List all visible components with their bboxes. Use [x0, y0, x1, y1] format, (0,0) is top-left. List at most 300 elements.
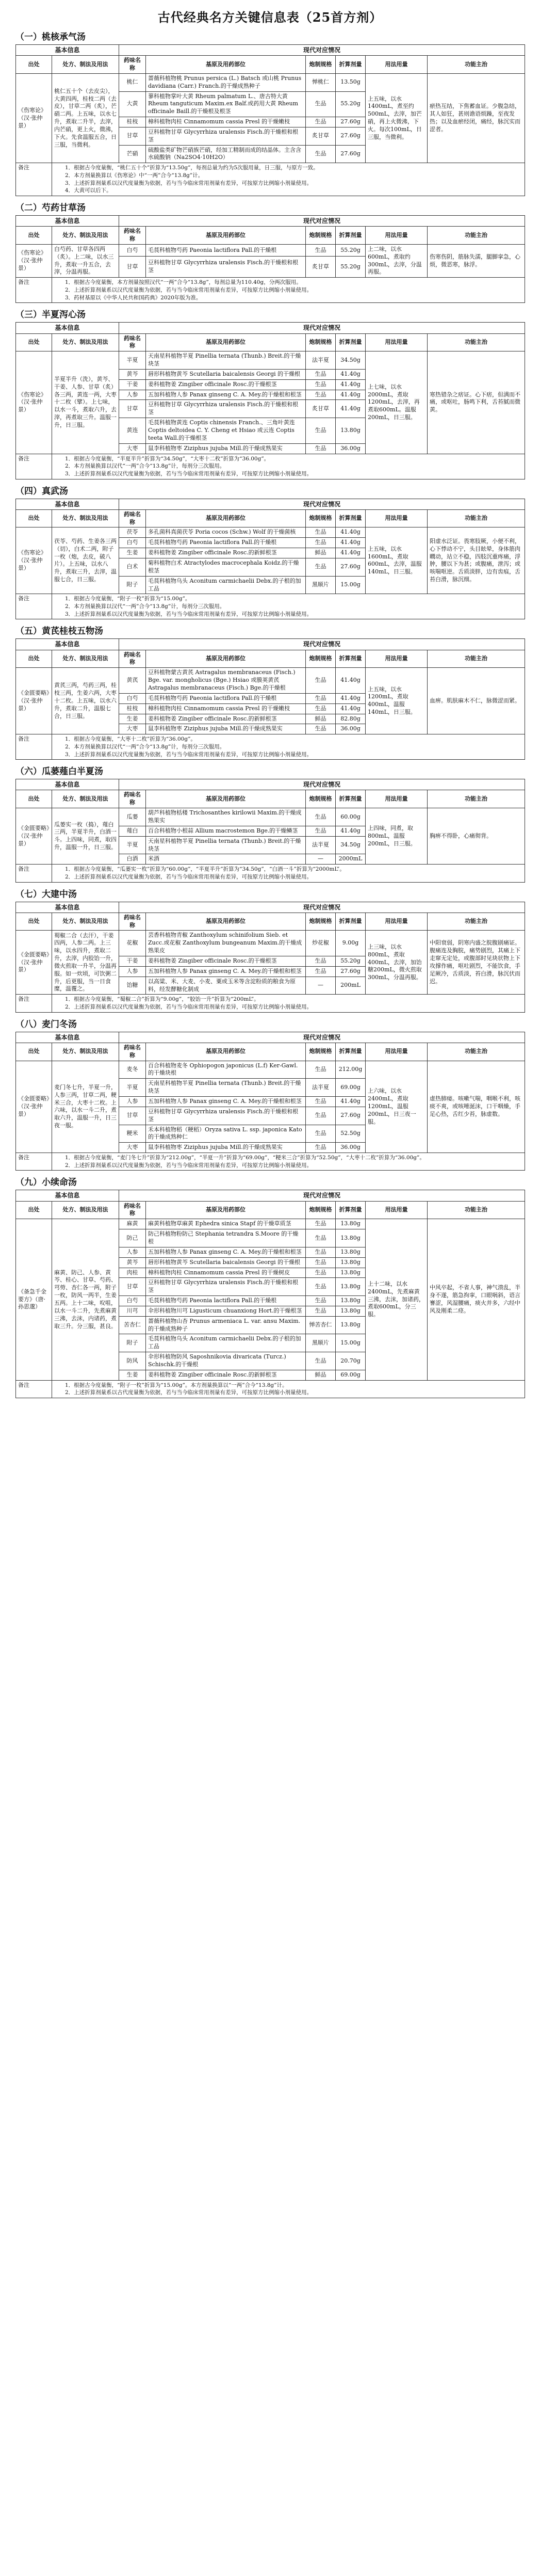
- header-processing: 炮制规格: [306, 913, 336, 931]
- herb-processing: 生品: [306, 1229, 336, 1247]
- remarks-cell: [52, 734, 525, 760]
- formula-table: [15, 44, 525, 196]
- remarks-label: 备注: [16, 865, 52, 882]
- formula-section: [15, 887, 525, 1013]
- header-modern: 现代对应情况: [119, 216, 525, 227]
- herb-origin: 毛茛科植物芍药 Paeonia lactiflora Pall.的干燥根: [146, 244, 306, 256]
- remarks-row: [16, 163, 525, 196]
- herb-processing: 生品: [306, 390, 336, 400]
- header-modern: 现代对应情况: [119, 902, 525, 913]
- herb-row: [16, 73, 525, 91]
- header-indication: 功能主治: [428, 509, 525, 527]
- herb-name: 大枣: [119, 724, 146, 734]
- header-prescription: 处方、制法及用法: [52, 333, 119, 351]
- remark-line: 3．药材基原以《中华人民共和国药典》2020年版为准。: [65, 294, 202, 301]
- herb-dose: 13.80g: [336, 418, 366, 444]
- herb-dose: 27.60g: [336, 966, 366, 977]
- indication-cell: 瘀热互结，下焦蓄血证。少腹急结，其人如狂，甚则谵语烦躁，至夜发热；以及血瘀经闭，痛经，脉沉实而涩者。: [428, 73, 525, 163]
- formula-table: [15, 322, 525, 479]
- header-herb-name: 药味名称: [119, 790, 146, 808]
- herb-dose: 60.00g: [336, 808, 366, 826]
- herb-row: [16, 351, 525, 370]
- herb-name: 川芎: [119, 1306, 146, 1316]
- herb-processing: 生品: [306, 808, 336, 826]
- header-processing: 炮制规格: [306, 227, 336, 245]
- herb-processing: 鲜品: [306, 1370, 336, 1380]
- herb-name: 黄芩: [119, 1257, 146, 1268]
- remark-line: 1．根据古今度量衡，“蜀椒二合”折算为“9.00g”，“胶饴一升”折算为“200mL”。: [65, 996, 259, 1003]
- herb-name: 花椒: [119, 931, 146, 956]
- herb-processing: 生品: [306, 538, 336, 548]
- herb-name: 桃仁: [119, 73, 146, 91]
- herb-processing: 炙甘草: [306, 400, 336, 418]
- herb-processing: 生品: [306, 1219, 336, 1229]
- section-title: （二）芍药甘草汤: [15, 203, 86, 214]
- herb-origin: 蔷薇科植物桃 Prunus persica (L.) Batsch 或山桃 Prunus davidiana (Carr.) Franch.的干燥成熟种子: [146, 73, 306, 91]
- header-processing: 炮制规格: [306, 333, 336, 351]
- header-prescription: 处方、制法及用法: [52, 56, 119, 74]
- remarks-label: 备注: [16, 594, 52, 619]
- herb-dose: 41.40g: [336, 538, 366, 548]
- herb-dose: 41.40g: [336, 1097, 366, 1107]
- formula-section: [15, 623, 525, 760]
- header-usage: 用法用量: [366, 333, 428, 351]
- formula-table: [15, 215, 525, 303]
- remark-line: 1．根据古今度量衡，本方剂量按照汉代“一两”合今“13.8g”，每剂总量为110.40g，分两次服用。: [65, 279, 302, 286]
- herb-origin: 豆科植物甘草 Glycyrrhiza uralensis Fisch.的干燥根和根茎: [146, 127, 306, 145]
- usage-cell: 上二味，以水600mL，煮取约300mL，去滓，分温再服。: [366, 244, 428, 277]
- herb-origin: 姜科植物姜 Zingiber officinale Rosc.的新鲜根茎: [146, 1370, 306, 1380]
- header-origin: 基原及用药部位: [146, 56, 306, 74]
- header-basic-info: 基本信息: [16, 902, 119, 913]
- remark-line: 2．本方剂量换算以汉代“一两”合今“13.8g”计，每剂分三次服用。: [65, 743, 225, 750]
- herb-dose: 36.00g: [336, 724, 366, 734]
- herb-processing: 惮桃仁: [306, 73, 336, 91]
- header-source: 出处: [16, 333, 52, 351]
- section-title: （一）桃核承气汤: [15, 32, 86, 42]
- herb-name: 白芍: [119, 538, 146, 548]
- herb-name: 粳米: [119, 1125, 146, 1143]
- herb-dose: 41.40g: [336, 826, 366, 836]
- header-origin: 基原及用药部位: [146, 790, 306, 808]
- prescription-cell: 麻黄、防己、人参、黄芩、桂心、甘草、芍药、芎䓖、杏仁各一两，附子一枚，防风一两半，生姜五两。上十二味，㕮咀，以水一斗二升，先煮麻黄三沸，去沫，内诸药，煮取三升。分三服，甚良。: [52, 1219, 119, 1380]
- herb-origin: 禾本科植物稻（粳稻）Oryza sativa L. ssp. japonica Kato 的干燥成熟种仁: [146, 1125, 306, 1143]
- herb-dose: 13.80g: [336, 1257, 366, 1268]
- formula-section: [15, 764, 525, 882]
- herb-origin: 葫芦科植物栝楼 Trichosanthes kirilowii Maxim.的干燥成熟果实: [146, 808, 306, 826]
- herb-processing: 法半夏: [306, 836, 336, 854]
- indication-cell: 血痹。肌肤麻木不仁，脉微涩而紧。: [428, 668, 525, 734]
- header-processing: 炮制规格: [306, 650, 336, 668]
- header-dose: 折算剂量: [336, 227, 366, 245]
- herb-dose: 55.20g: [336, 244, 366, 256]
- prescription-cell: 半夏半升（洗），黄芩、干姜、人参、甘草（炙）各三两，黄连一两，大枣十二枚（擘）。上七味，以水一斗，煮取六升，去滓，再煮取三升。温服一升，日三服。: [52, 351, 119, 454]
- herb-dose: 20.70g: [336, 1352, 366, 1370]
- herb-name: 人参: [119, 966, 146, 977]
- herb-name: 干姜: [119, 956, 146, 967]
- header-prescription: 处方、制法及用法: [52, 913, 119, 931]
- herb-dose: 13.80g: [336, 1296, 366, 1306]
- herb-name: 黄芪: [119, 668, 146, 694]
- remark-line: 3．上述折算剂量系以汉代度量衡为依据，若与当今临床常用剂量有差异，可按原方比例缩小剂量使用。: [65, 470, 313, 477]
- remark-line: 3．上述折算剂量系以汉代度量衡为依据，若与当今临床常用剂量有差异，可按原方比例缩小剂量使用。: [65, 611, 313, 617]
- herb-dose: 13.80g: [336, 1268, 366, 1278]
- herb-name: 瓜蒌: [119, 808, 146, 826]
- header-prescription: 处方、制法及用法: [52, 790, 119, 808]
- herb-origin: 伞形科植物防风 Saposhnikovia divaricata (Turcz.) Schischk.的干燥根: [146, 1352, 306, 1370]
- section-title: （七）大建中汤: [15, 889, 77, 900]
- remarks-label: 备注: [16, 454, 52, 479]
- remarks-row: [16, 454, 525, 479]
- header-prescription: 处方、制法及用法: [52, 509, 119, 527]
- header-dose: 折算剂量: [336, 913, 366, 931]
- herb-origin: 唇形科植物黄芩 Scutellaria baicalensis Georgi 的干燥根: [146, 369, 306, 379]
- remarks-cell: [52, 1380, 525, 1398]
- header-indication: 功能主治: [428, 790, 525, 808]
- herb-processing: 炒花椒: [306, 931, 336, 956]
- header-basic-info: 基本信息: [16, 1032, 119, 1043]
- header-prescription: 处方、制法及用法: [52, 650, 119, 668]
- herb-processing: 惮苦杏仁: [306, 1316, 336, 1334]
- herb-origin: 毛茛科植物芍药 Paeonia lactiflora Pall.的干燥根: [146, 693, 306, 703]
- prescription-cell: 桃仁五十个（去皮尖），大黄四两，桂枝二两（去皮），甘草二两（炙），芒硝二两。上五味，以水七升，煮取二升半，去滓，内芒硝，更上火，微沸，下火。先食温服五合，日三服，当微利。: [52, 73, 119, 163]
- source-cell: 《伤寒论》（汉·张仲景）: [16, 351, 52, 454]
- herb-processing: 炙甘草: [306, 127, 336, 145]
- indication-cell: 中风卒起，不省人事，神气溃乱，半身不遂，筋急拘挛，口眼㖞斜，语言謇涩，风湿腰痛，痰火并多，六经中风及刚柔二痉。: [428, 1219, 525, 1380]
- herb-name: 大枣: [119, 1143, 146, 1153]
- herb-row: [16, 668, 525, 694]
- herb-name: 芒硝: [119, 145, 146, 163]
- herb-name: 饴糖: [119, 977, 146, 995]
- herb-origin: 百合科植物小根蒜 Allium macrostemon Bge.的干燥鳞茎: [146, 826, 306, 836]
- herb-processing: 生品: [306, 966, 336, 977]
- header-basic-info: 基本信息: [16, 639, 119, 650]
- herb-dose: 15.00g: [336, 576, 366, 594]
- herb-origin: 蓼科植物掌叶大黄 Rheum palmatum L.、唐古特大黄 Rheum tanguticum Maxim.ex Balf.或药用大黄 Rheum officinale Baill.的干燥根及根茎: [146, 91, 306, 117]
- header-source: 出处: [16, 227, 52, 245]
- herb-dose: 41.40g: [336, 668, 366, 694]
- header-usage: 用法用量: [366, 1043, 428, 1061]
- indication-cell: 胸痹不得卧，心痛彻背。: [428, 808, 525, 865]
- remark-line: 1．根据古今度量衡，“麦门冬七升”折算为“212.00g”，“半夏一升”折算为“69.00g”，“粳米三合”折算为“52.50g”，“大枣十二枚”折算为“36.00g”。: [65, 1155, 425, 1161]
- header-modern: 现代对应情况: [119, 45, 525, 56]
- section-title: （三）半夏泻心汤: [15, 310, 86, 321]
- herb-processing: 生品: [306, 1306, 336, 1316]
- header-basic-info: 基本信息: [16, 779, 119, 790]
- herb-origin: 姜科植物姜 Zingiber officinale Rosc.的干燥根茎: [146, 379, 306, 390]
- herb-name: 苦杏仁: [119, 1316, 146, 1334]
- header-herb-name: 药味名称: [119, 333, 146, 351]
- herb-name: 桂枝: [119, 703, 146, 714]
- herb-processing: 生品: [306, 443, 336, 454]
- header-basic-info: 基本信息: [16, 499, 119, 509]
- remark-line: 2．上述折算剂量系以汉代度量衡为依据，若与当今临床常用剂量有差异，可按原方比例缩小剂量使用。: [65, 1004, 313, 1011]
- prescription-cell: 黄芪三两，芍药三两，桂枝三两，生姜六两，大枣十二枚。上五味，以水六升，煮取二升，温服七合，日三服。: [52, 668, 119, 734]
- remarks-cell: [52, 278, 525, 303]
- herb-row: [16, 1219, 525, 1229]
- herb-name: 肉桂: [119, 1268, 146, 1278]
- herb-name: 白酒: [119, 854, 146, 865]
- herb-processing: 生品: [306, 369, 336, 379]
- herb-name: 人参: [119, 1097, 146, 1107]
- header-origin: 基原及用药部位: [146, 1201, 306, 1219]
- formula-table: [15, 1190, 525, 1398]
- herb-processing: —: [306, 854, 336, 865]
- header-modern: 现代对应情况: [119, 639, 525, 650]
- herb-processing: 生品: [306, 117, 336, 127]
- herb-name: 附子: [119, 1334, 146, 1352]
- herb-dose: 41.40g: [336, 379, 366, 390]
- header-herb-name: 药味名称: [119, 56, 146, 74]
- herb-name: 甘草: [119, 1278, 146, 1296]
- herb-origin: 樟科植物肉桂 Cinnamomum cassia Presl 的干燥树皮: [146, 1268, 306, 1278]
- remark-line: 1．根据古今度量衡，“附子一枚”折算为“15.00g”。本方剂量换算以“一两”合今“13.8g”计。: [65, 1382, 288, 1388]
- header-source: 出处: [16, 913, 52, 931]
- source-cell: 《备急千金要方》（唐·孙思邈）: [16, 1219, 52, 1380]
- remarks-label: 备注: [16, 278, 52, 303]
- herb-name: 甘草: [119, 400, 146, 418]
- section-title: （六）瓜蒌薤白半夏汤: [15, 766, 103, 777]
- source-cell: 《伤寒论》（汉·张仲景）: [16, 527, 52, 594]
- herb-origin: 豆科植物甘草 Glycyrrhiza uralensis Fisch.的干燥根和根茎: [146, 400, 306, 418]
- herb-name: 甘草: [119, 127, 146, 145]
- herb-dose: 15.00g: [336, 1334, 366, 1352]
- remark-line: 2．本方剂量换算以汉代“一两”合今“13.8g”计，每剂分三次服用。: [65, 463, 225, 470]
- remark-line: 2．上述折算剂量系以汉代度量衡为依据，若与当今临床常用剂量有差异，可按原方比例缩小剂量使用。: [65, 873, 313, 880]
- header-basic-info: 基本信息: [16, 1190, 119, 1201]
- herb-origin: 五加科植物人参 Panax ginseng C. A. Mey.的干燥根和根茎: [146, 1097, 306, 1107]
- remark-line: 1．根据古今度量衡，“附子一枚”折算为“15.00g”。: [65, 596, 191, 602]
- remark-line: 2．本方剂量换算以汉代“一两”合今“13.8g”计，每剂分三次服用。: [65, 603, 225, 610]
- herb-processing: 生品: [306, 145, 336, 163]
- herb-dose: 36.00g: [336, 1143, 366, 1153]
- header-usage: 用法用量: [366, 509, 428, 527]
- herb-row: [16, 931, 525, 956]
- usage-cell: 上五味，以水 1400mL，煮至约500mL，去滓，加芒硝，再上火微沸，下火。每次100mL，日三服，当微利。: [366, 73, 428, 163]
- herb-dose: 41.40g: [336, 527, 366, 538]
- remarks-label: 备注: [16, 1380, 52, 1398]
- herb-processing: 生品: [306, 1097, 336, 1107]
- remark-line: 3．上述折算剂量系以汉代度量衡为依据，若与当今临床常用剂量有差异，可按原方比例缩小剂量使用。: [65, 180, 313, 186]
- header-origin: 基原及用药部位: [146, 650, 306, 668]
- herb-dose: 27.60g: [336, 127, 366, 145]
- header-indication: 功能主治: [428, 1043, 525, 1061]
- herb-name: 防风: [119, 1352, 146, 1370]
- header-source: 出处: [16, 790, 52, 808]
- remarks-cell: [52, 865, 525, 882]
- source-cell: 《金匮要略》（汉·张仲景）: [16, 668, 52, 734]
- header-origin: 基原及用药部位: [146, 509, 306, 527]
- remarks-row: [16, 1380, 525, 1398]
- herb-origin: 麻黄科植物草麻黄 Ephedra sinica Stapf 的干燥草质茎: [146, 1219, 306, 1229]
- header-indication: 功能主治: [428, 333, 525, 351]
- herb-processing: 生品: [306, 379, 336, 390]
- document-title: 古代经典名方关键信息表（25首方剂）: [157, 10, 383, 25]
- remark-line: 2．上述折算剂量系以古代度量衡为依据，若与当今临床常用剂量有差异，可按原方比例缩小剂量使用。: [65, 1389, 313, 1396]
- herb-dose: 69.00g: [336, 1079, 366, 1097]
- herb-dose: 82.80g: [336, 714, 366, 724]
- herb-dose: 41.40g: [336, 703, 366, 714]
- remarks-row: [16, 278, 525, 303]
- herb-dose: 34.50g: [336, 351, 366, 370]
- formula-section: [15, 307, 525, 479]
- herb-origin: 米酒: [146, 854, 306, 865]
- herb-origin: 天南星科植物半夏 Pinellia ternata (Thunb.) Breit.的干燥块茎: [146, 1079, 306, 1097]
- herb-origin: 天南星科植物半夏 Pinellia ternata (Thunb.) Breit.的干燥块茎: [146, 351, 306, 370]
- header-usage: 用法用量: [366, 227, 428, 245]
- herb-processing: 生品: [306, 826, 336, 836]
- remark-line: 1．根据古今度量衡，“半夏半升”折算为“34.50g”，“大枣十二枚”折算为“36.00g”。: [65, 455, 270, 462]
- herb-dose: 55.20g: [336, 257, 366, 278]
- header-origin: 基原及用药部位: [146, 227, 306, 245]
- herb-processing: 生品: [306, 418, 336, 444]
- herb-origin: 姜科植物姜 Zingiber officinale Rosc.的干燥根茎: [146, 956, 306, 967]
- herb-processing: 生品: [306, 693, 336, 703]
- header-herb-name: 药味名称: [119, 227, 146, 245]
- herb-processing: 生品: [306, 1268, 336, 1278]
- herb-origin: 硫酸盐类矿物芒硝族芒硝，经加工精制而成的结晶体。主含含水硫酸钠（Na2SO4·10H2O）: [146, 145, 306, 163]
- herb-origin: 毛茛科植物乌头 Aconitum carmichaelii Debx.的子根的加工品: [146, 576, 306, 594]
- formula-section: [15, 484, 525, 620]
- herb-origin: 防己科植物粉防己 Stephania tetrandra S.Moore 的干燥根: [146, 1229, 306, 1247]
- herb-row: [16, 1061, 525, 1079]
- source-cell: 《伤寒论》（汉·张仲景）: [16, 244, 52, 277]
- usage-cell: 上四味，同煮，取800mL，温服200mL，日三服。: [366, 808, 428, 865]
- header-origin: 基原及用药部位: [146, 913, 306, 931]
- herb-origin: 毛茛科植物芍药 Paeonia lactiflora Pall.的干燥根: [146, 538, 306, 548]
- herb-name: 麦冬: [119, 1061, 146, 1079]
- herb-origin: 蔷薇科植物山杏 Prunus armeniaca L. var. ansu Maxim.的干燥成熟种子: [146, 1316, 306, 1334]
- header-indication: 功能主治: [428, 650, 525, 668]
- remark-line: 1．根据古今度量衡，“瓜蒌实一枚”折算为“60.00g”，“半夏半升”折算为“34.50g”，“白酒一斗”折算为“2000mL”。: [65, 866, 345, 873]
- herb-origin: 豆科植物甘草 Glycyrrhiza uralensis Fisch.的干燥根和根茎: [146, 257, 306, 278]
- prescription-cell: 瓜蒌实一枚（捣），薤白三两，半夏半升，白酒一斗。上四味，同煮，取四升，温服一升，日三服。: [52, 808, 119, 865]
- header-dose: 折算剂量: [336, 333, 366, 351]
- herb-name: 防己: [119, 1229, 146, 1247]
- herb-processing: 生品: [306, 703, 336, 714]
- herb-name: 生姜: [119, 1370, 146, 1380]
- remarks-cell: [52, 995, 525, 1012]
- herb-processing: 黑顺片: [306, 1334, 336, 1352]
- herb-origin: 毛茛科植物黄连 Coptis chinensis Franch.、三角叶黄连 Coptis deltoidea C. Y. Cheng et Hsiao 或云连 Coptis teeta Wall.的干燥根茎: [146, 418, 306, 444]
- herb-origin: 百合科植物麦冬 Ophiopogon japonicus (L.f) Ker-Gawl.的干燥块根: [146, 1061, 306, 1079]
- header-source: 出处: [16, 509, 52, 527]
- indication-cell: 阳虚水泛证。畏寒肢厥，小便不利，心下悸动不宁，头目眩晕，身体筋肉瞤动，站立不稳，四肢沉重疼痛，浮肿，腰以下为甚；或腹痛，泄泻；或咳喘呕逆。舌质淡胖，边有齿痕，舌苔白滑，脉沉细。: [428, 527, 525, 594]
- header-source: 出处: [16, 56, 52, 74]
- herb-dose: 41.40g: [336, 369, 366, 379]
- source-cell: 《金匮要略》（汉·张仲景）: [16, 808, 52, 865]
- formula-section: [15, 29, 525, 196]
- header-origin: 基原及用药部位: [146, 333, 306, 351]
- herb-dose: 27.60g: [336, 1107, 366, 1125]
- herb-name: 人参: [119, 390, 146, 400]
- usage-cell: 上六味，以水2400mL，煮取1200mL，温服200mL，日三夜一服。: [366, 1061, 428, 1153]
- remark-line: 1．根据古今度量衡，“桃仁五十个”折算为“13.50g”，每剂总量为约为5次服用量，日三服，与原方一致。: [65, 165, 319, 171]
- usage-cell: 上七味，以水2000mL，煮取1200mL，去滓，再煮取600mL。温服200mL，日三服。: [366, 351, 428, 454]
- herb-dose: 55.20g: [336, 956, 366, 967]
- herb-name: 甘草: [119, 257, 146, 278]
- header-usage: 用法用量: [366, 913, 428, 931]
- header-source: 出处: [16, 1043, 52, 1061]
- header-basic-info: 基本信息: [16, 323, 119, 333]
- indication-cell: 虚热肺痿。咳嗽气喘，咽喉不利，咳痰不爽，或咳唾涎沫，口干咽燥，手足心热，舌红少苔，脉虚数。: [428, 1061, 525, 1153]
- header-prescription: 处方、制法及用法: [52, 227, 119, 245]
- herb-dose: 212.00g: [336, 1061, 366, 1079]
- header-dose: 折算剂量: [336, 650, 366, 668]
- herb-origin: 豆科植物甘草 Glycyrrhiza uralensis Fisch.的干燥根和根茎: [146, 1107, 306, 1125]
- document: [15, 0, 525, 1398]
- section-title: （五）黄芪桂枝五物汤: [15, 626, 103, 637]
- header-source: 出处: [16, 1201, 52, 1219]
- herb-origin: 鼠李科植物枣 Ziziphus jujuba Mill.的干燥成熟果实: [146, 724, 306, 734]
- remark-line: 3．上述折算剂量系以汉代度量衡为依据，若与当今临床常用剂量有差异，可按原方比例缩小剂量使用。: [65, 751, 313, 758]
- herb-origin: 毛茛科植物芍药 Paeonia lactiflora Pall.的干燥根: [146, 1296, 306, 1306]
- remarks-row: [16, 995, 525, 1012]
- header-dose: 折算剂量: [336, 790, 366, 808]
- herb-origin: 菊科植物白术 Atractylodes macrocephala Koidz.的干燥根茎: [146, 558, 306, 577]
- herb-origin: 豆科植物蒙古黄芪 Astragalus membranaceus (Fisch.) Bge. var. mongholicus (Bge.) Hsiao 或膜荚黄芪 Astragalus membranaceus (Fisch.) Bge.的干燥根: [146, 668, 306, 694]
- herb-name: 黄连: [119, 418, 146, 444]
- remarks-cell: [52, 163, 525, 196]
- remark-line: 4．大黄可以后下。: [65, 187, 112, 194]
- header-modern: 现代对应情况: [119, 779, 525, 790]
- remarks-cell: [52, 454, 525, 479]
- herb-name: 白芍: [119, 1296, 146, 1306]
- herb-origin: 豆科植物甘草 Glycyrrhiza uralensis Fisch.的干燥根和根茎: [146, 1278, 306, 1296]
- header-indication: 功能主治: [428, 56, 525, 74]
- herb-origin: 以高粱、米、大麦、小麦、粟或玉米等含淀粉质的粮食为原料，经发酵糖化制成: [146, 977, 306, 995]
- herb-name: 桂枝: [119, 117, 146, 127]
- header-processing: 炮制规格: [306, 509, 336, 527]
- header-usage: 用法用量: [366, 790, 428, 808]
- herb-name: 白芍: [119, 244, 146, 256]
- herb-processing: 生品: [306, 668, 336, 694]
- source-cell: 《伤寒论》（汉·张仲景）: [16, 73, 52, 163]
- herb-dose: 13.80g: [336, 1316, 366, 1334]
- herb-name: 麻黄: [119, 1219, 146, 1229]
- herb-processing: 生品: [306, 1125, 336, 1143]
- herb-dose: 41.40g: [336, 693, 366, 703]
- herb-origin: 姜科植物姜 Zingiber officinale Rosc.的新鲜根茎: [146, 548, 306, 558]
- header-herb-name: 药味名称: [119, 1201, 146, 1219]
- indication-cell: 寒热错杂之痞证。心下痞，但满而不痛，或呕吐，肠鸣下利，舌苔腻而微黄。: [428, 351, 525, 454]
- herb-origin: 五加科植物人参 Panax ginseng C. A. Mey.的干燥根和根茎: [146, 1247, 306, 1257]
- herb-origin: 五加科植物人参 Panax ginseng C. A. Mey.的干燥根和根茎: [146, 966, 306, 977]
- herb-name: 半夏: [119, 1079, 146, 1097]
- formula-table: [15, 499, 525, 620]
- herb-dose: 13.80g: [336, 1306, 366, 1316]
- herb-origin: 多孔菌科真菌茯苓 Poria cocos (Schw.) Wolf 的干燥菌核: [146, 527, 306, 538]
- herb-processing: 生品: [306, 244, 336, 256]
- herb-origin: 芸香科植物青椒 Zanthoxylum schinifolium Sieb. et Zucc.或花椒 Zanthoxylum bungeanum Maxim.的干燥成熟果皮: [146, 931, 306, 956]
- usage-cell: 上三味，以水800mL，煮取400mL，去滓，加饴糖200mL，微火煎取300mL，分温再服。: [366, 931, 428, 995]
- remark-line: 1．根据古今度量衡，“大枣十二枚”折算为“36.00g”。: [65, 736, 196, 743]
- prescription-cell: 茯苓、芍药、生姜各三两（切），白术二两，附子一枚（炮，去皮，破八片）。上五味，以水八升，煮取三升，去滓，温服七合，日三服。: [52, 527, 119, 594]
- remarks-row: [16, 594, 525, 619]
- indication-cell: 中阳衰弱，阴寒内盛之脘腹剧痛证。腹痛连及胸脘，痛势剧烈，其痛上下走窜无定处，或腹部时见块状物上下攻撑作痛，呕吐剧烈，不能饮食，手足厥冷，舌质淡，苔白滑，脉沉伏而迟。: [428, 931, 525, 995]
- herb-processing: 鲜品: [306, 548, 336, 558]
- remarks-label: 备注: [16, 1153, 52, 1171]
- herb-origin: 鼠李科植物枣 Ziziphus jujuba Mill.的干燥成熟果实: [146, 1143, 306, 1153]
- header-modern: 现代对应情况: [119, 1032, 525, 1043]
- header-processing: 炮制规格: [306, 1043, 336, 1061]
- herb-origin: 天南星科植物半夏 Pinellia ternata (Thunb.) Breit.的干燥块茎: [146, 836, 306, 854]
- herb-processing: 生品: [306, 1278, 336, 1296]
- prescription-cell: 蜀椒二合（去汗），干姜四两，人参二两。上三味，以水四升，煮取二升，去滓，内胶饴一升，微火煎取一升半，分温再服。如一炊顷，可饮粥二升，后更服，当一日食糜，温覆之。: [52, 931, 119, 995]
- herb-processing: —: [306, 977, 336, 995]
- herb-name: 大黄: [119, 91, 146, 117]
- usage-cell: 上五味，以水1200mL，煮取400mL，温服140mL，日三服。: [366, 668, 428, 734]
